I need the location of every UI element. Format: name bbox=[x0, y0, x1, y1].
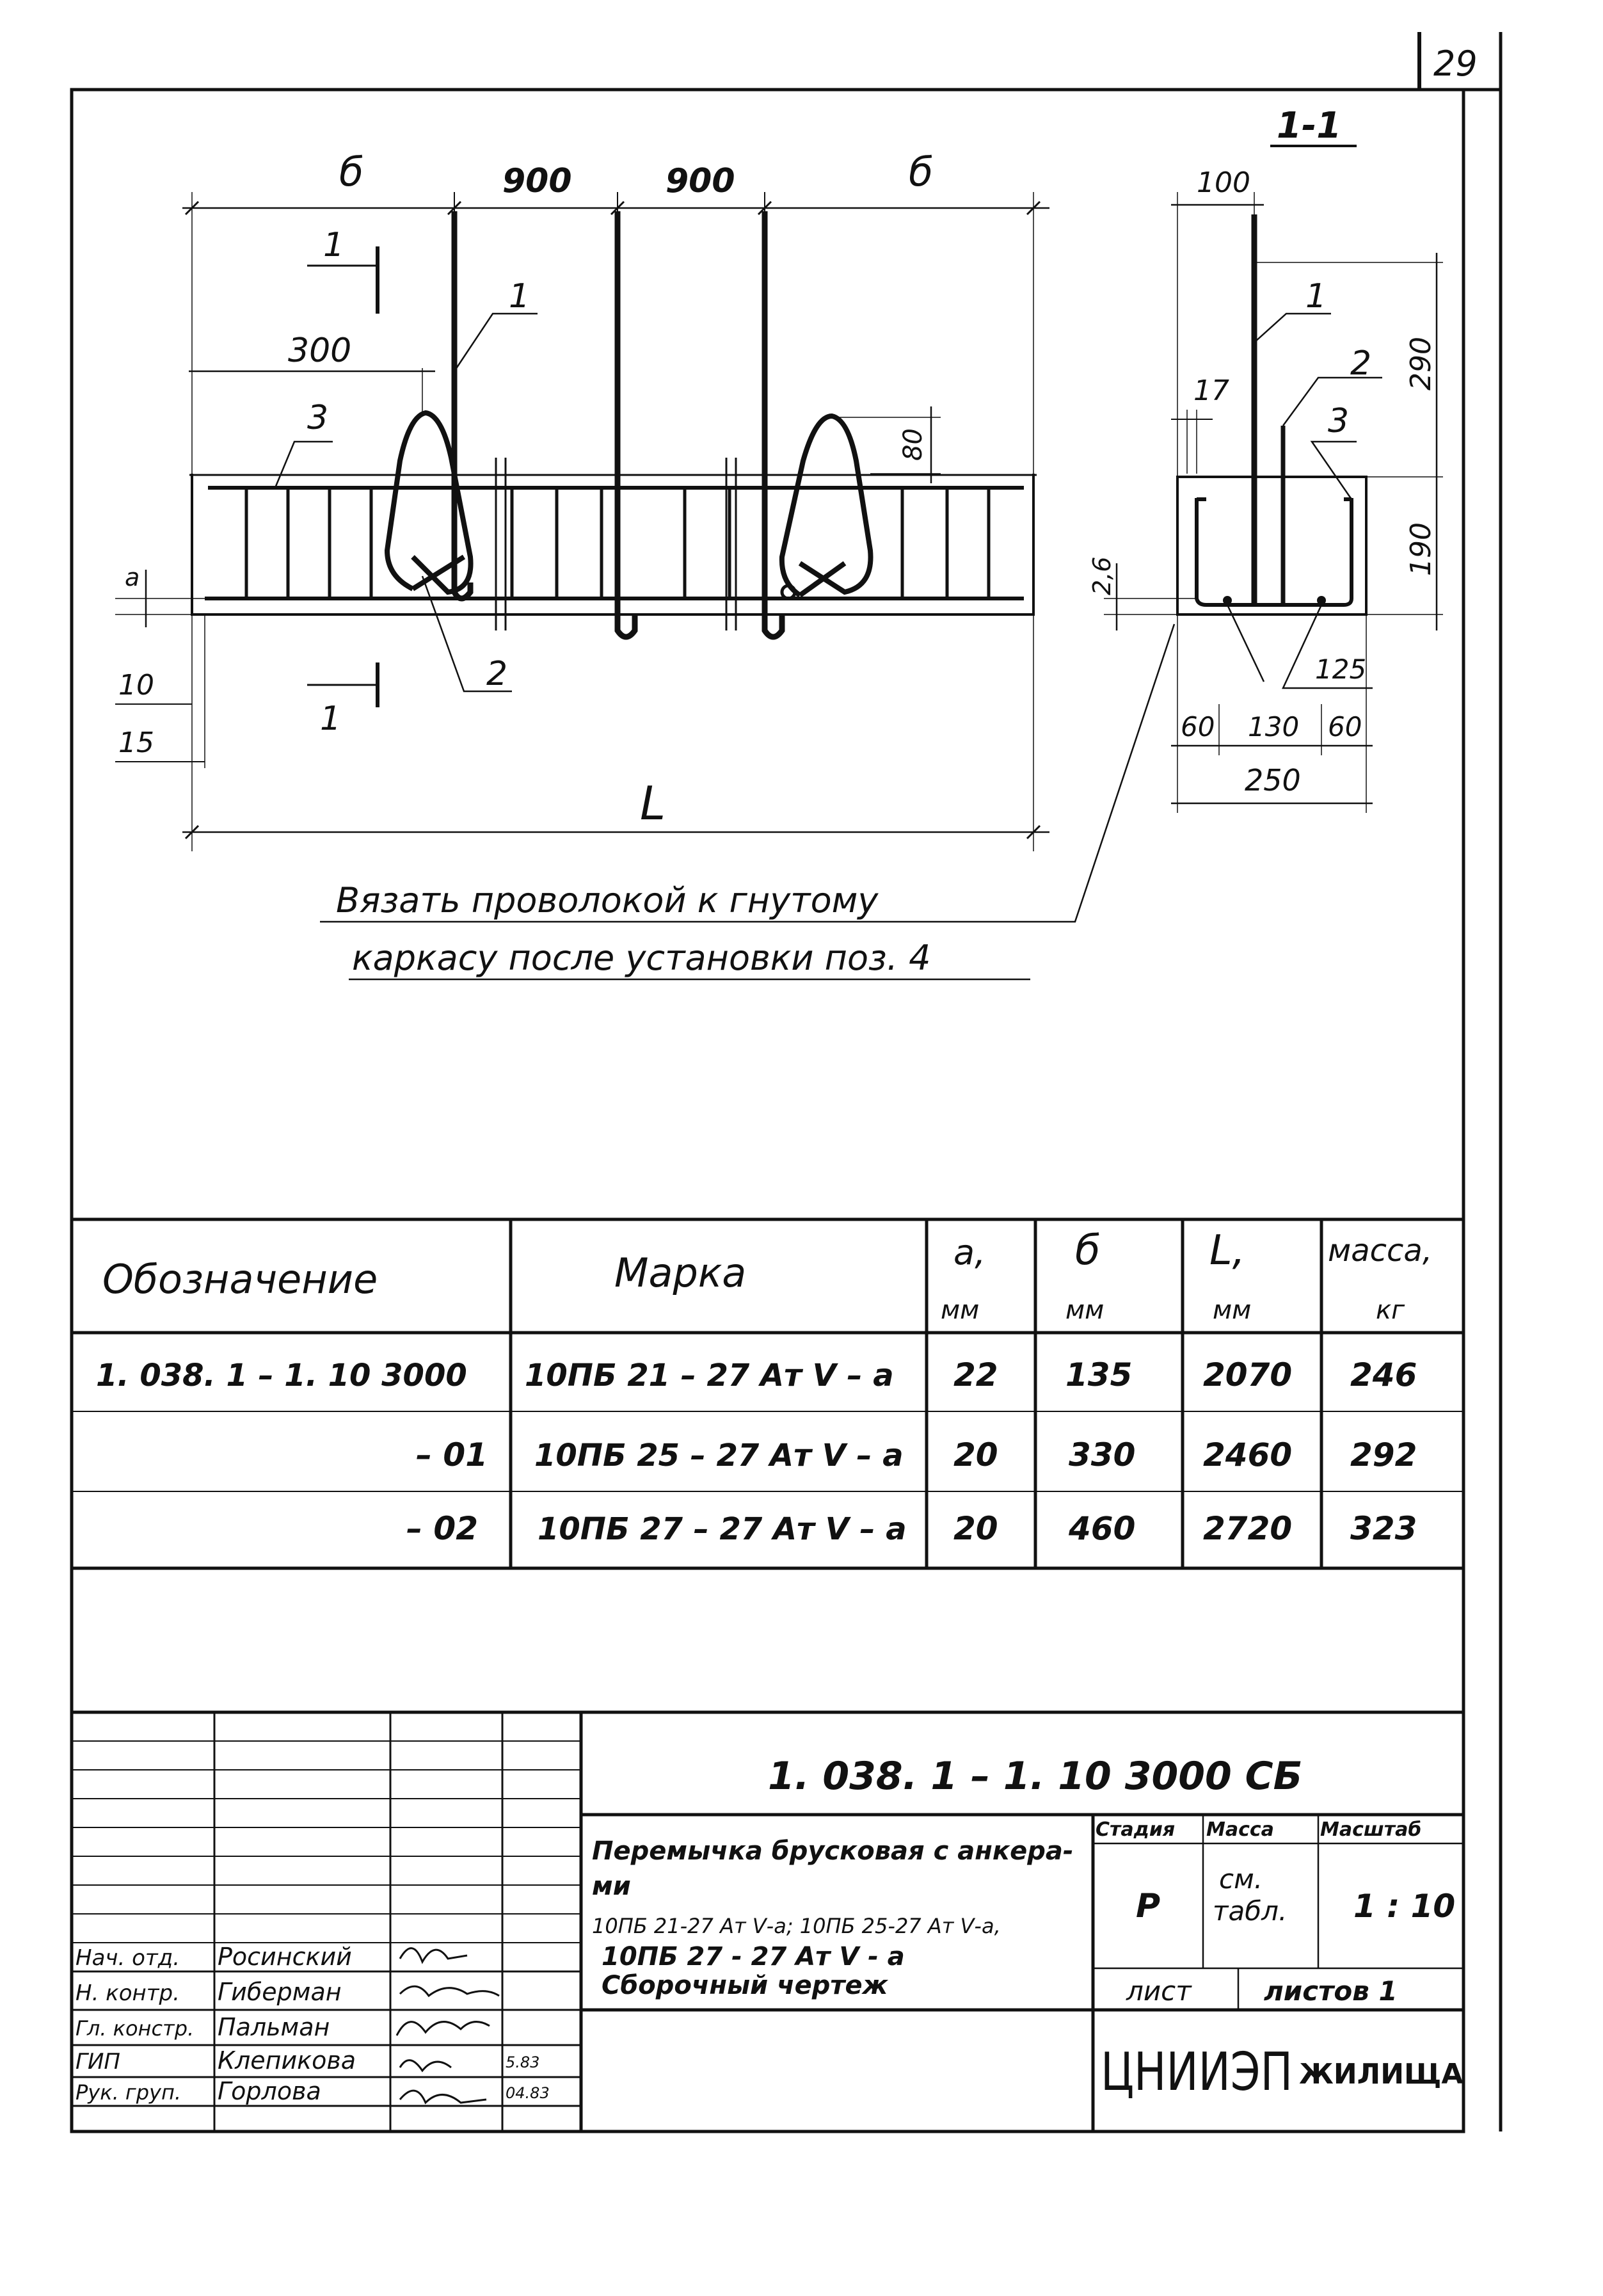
sec-dim-290: 290 bbox=[1405, 337, 1437, 390]
th-designation: Обозначение bbox=[102, 1256, 378, 1303]
person-role: Нач. отд. bbox=[76, 1945, 180, 1971]
person-role: Гл. констр. bbox=[76, 2016, 195, 2041]
signature-table bbox=[76, 1943, 550, 2105]
title-line-2: ми bbox=[592, 1872, 631, 1901]
person-date: 04.83 bbox=[506, 2084, 550, 2102]
row-designation: – 02 bbox=[406, 1510, 478, 1547]
row-mark: 10ПБ 27 – 27 Ат Ⅴ – а bbox=[538, 1511, 907, 1547]
row-mass: 323 bbox=[1350, 1510, 1417, 1547]
row-L: 2720 bbox=[1203, 1510, 1293, 1547]
dim-10: 10 bbox=[118, 669, 154, 702]
mass-value-2: табл. bbox=[1213, 1895, 1288, 1927]
person-role: Н. контр. bbox=[76, 1980, 180, 2006]
th-b-unit: мм bbox=[1065, 1296, 1105, 1325]
mass-header: Масса bbox=[1206, 1818, 1274, 1841]
dim-a: a bbox=[125, 563, 140, 591]
drawing-code: 1. 038. 1 – 1. 10 3000 СБ bbox=[768, 1754, 1303, 1799]
dim-900-left: 900 bbox=[502, 162, 572, 200]
sheet-header: лист bbox=[1126, 1975, 1192, 2007]
dim-15: 15 bbox=[118, 727, 154, 759]
dim-300: 300 bbox=[288, 332, 352, 370]
table-row bbox=[406, 1510, 1417, 1547]
dim-b-left: б bbox=[339, 149, 364, 195]
row-a: 22 bbox=[953, 1356, 998, 1393]
sec-dim-60-right: 60 bbox=[1328, 711, 1362, 743]
dim-80: 80 bbox=[898, 428, 928, 461]
section-label: 1-1 bbox=[1277, 105, 1342, 147]
table-row bbox=[96, 1356, 1417, 1393]
org-logo-sub: ЖИЛИЩА bbox=[1299, 2058, 1463, 2091]
stage-value: Р bbox=[1136, 1887, 1161, 1925]
row-b: 330 bbox=[1069, 1436, 1136, 1473]
signature-scribble bbox=[400, 2060, 451, 2071]
note-line-1: Вязать проволокой к гнутому bbox=[336, 880, 879, 920]
person-name: Пальман bbox=[218, 2013, 330, 2041]
cut-mark-bottom: 1 bbox=[320, 700, 342, 738]
th-a-unit: мм bbox=[941, 1296, 980, 1325]
row-mass: 292 bbox=[1350, 1436, 1417, 1473]
person-name: Горлова bbox=[218, 2077, 321, 2105]
row-mark: 10ПБ 21 – 27 Ат Ⅴ – а bbox=[525, 1358, 894, 1393]
beam-elevation bbox=[115, 149, 1049, 851]
row-mass: 246 bbox=[1350, 1356, 1417, 1393]
row-b: 135 bbox=[1065, 1356, 1133, 1393]
sec-dim-130: 130 bbox=[1248, 711, 1300, 743]
th-mass-unit: кг bbox=[1376, 1296, 1405, 1325]
sec-dim-26: 2,6 bbox=[1088, 556, 1116, 595]
th-mass: масса, bbox=[1328, 1233, 1433, 1269]
pos-1-label: 1 bbox=[509, 277, 530, 316]
table-row bbox=[416, 1436, 1417, 1473]
row-a: 20 bbox=[953, 1510, 998, 1547]
spec-table bbox=[72, 1219, 1463, 1568]
title-line-5: Сборочный чертеж bbox=[602, 1971, 888, 2000]
mass-value-1: см. bbox=[1219, 1863, 1263, 1895]
sec-pos-2: 2 bbox=[1350, 344, 1372, 383]
row-b: 460 bbox=[1069, 1510, 1136, 1547]
signature-scribble bbox=[400, 1986, 499, 1996]
row-L: 2070 bbox=[1203, 1356, 1293, 1393]
sec-dim-250: 250 bbox=[1245, 763, 1301, 798]
person-role: Рук. груп. bbox=[76, 2080, 182, 2105]
dim-L: L bbox=[640, 776, 666, 830]
sec-pos-3: 3 bbox=[1328, 402, 1350, 440]
sheets-header: листов 1 bbox=[1264, 1975, 1398, 2007]
row-L: 2460 bbox=[1203, 1436, 1293, 1473]
row-designation: – 01 bbox=[416, 1436, 488, 1473]
sec-pos-1: 1 bbox=[1305, 277, 1327, 316]
pos-2-label: 2 bbox=[486, 655, 508, 693]
th-L: L, bbox=[1209, 1227, 1245, 1274]
signature-scribble bbox=[400, 1948, 467, 1962]
title-line-4: 10ПБ 27 - 27 Ат Ⅴ - а bbox=[602, 1942, 905, 1971]
sheet-number: 29 bbox=[1433, 44, 1478, 84]
title-line-1: Перемычка брусковая с анкера- bbox=[592, 1836, 1074, 1866]
row-designation: 1. 038. 1 – 1. 10 3000 bbox=[96, 1358, 467, 1393]
org-logo-main: ЦНИИЭП bbox=[1101, 2042, 1293, 2103]
row-a: 20 bbox=[953, 1436, 998, 1473]
person-role: ГИП bbox=[76, 2049, 120, 2075]
scale-header: Масштаб bbox=[1320, 1818, 1422, 1841]
pos-3-label: 3 bbox=[307, 399, 329, 437]
th-b: б bbox=[1075, 1227, 1101, 1274]
signature-scribble bbox=[397, 2022, 490, 2035]
dim-b-right: б bbox=[909, 149, 934, 195]
cut-mark-top: 1 bbox=[323, 226, 345, 264]
stage-header: Стадия bbox=[1096, 1818, 1176, 1841]
sheet-frame bbox=[72, 32, 1501, 2131]
sec-dim-190: 190 bbox=[1405, 522, 1437, 576]
section-1-1 bbox=[320, 105, 1443, 922]
scale-value: 1 : 10 bbox=[1353, 1888, 1456, 1925]
sec-dim-60-left: 60 bbox=[1181, 711, 1215, 743]
person-date: 5.83 bbox=[506, 2053, 540, 2071]
person-name: Клепикова bbox=[218, 2046, 356, 2075]
person-name: Гиберман bbox=[218, 1978, 342, 2006]
th-L-unit: мм bbox=[1213, 1296, 1252, 1325]
title-line-3: 10ПБ 21-27 Ат Ⅴ-а; 10ПБ 25-27 Ат Ⅴ-а, bbox=[592, 1914, 1001, 1938]
dim-900-right: 900 bbox=[666, 162, 735, 200]
row-mark: 10ПБ 25 – 27 Ат Ⅴ – а bbox=[534, 1438, 904, 1473]
th-a: a, bbox=[953, 1232, 986, 1272]
signature-scribble bbox=[400, 2091, 486, 2103]
note-line-2: каркасу после установки поз. 4 bbox=[352, 938, 931, 978]
sec-dim-125: 125 bbox=[1315, 654, 1367, 685]
sec-dim-17: 17 bbox=[1193, 374, 1229, 407]
person-name: Росинский bbox=[218, 1943, 352, 1971]
sec-dim-100: 100 bbox=[1197, 166, 1250, 199]
th-mark: Марка bbox=[614, 1249, 747, 1296]
